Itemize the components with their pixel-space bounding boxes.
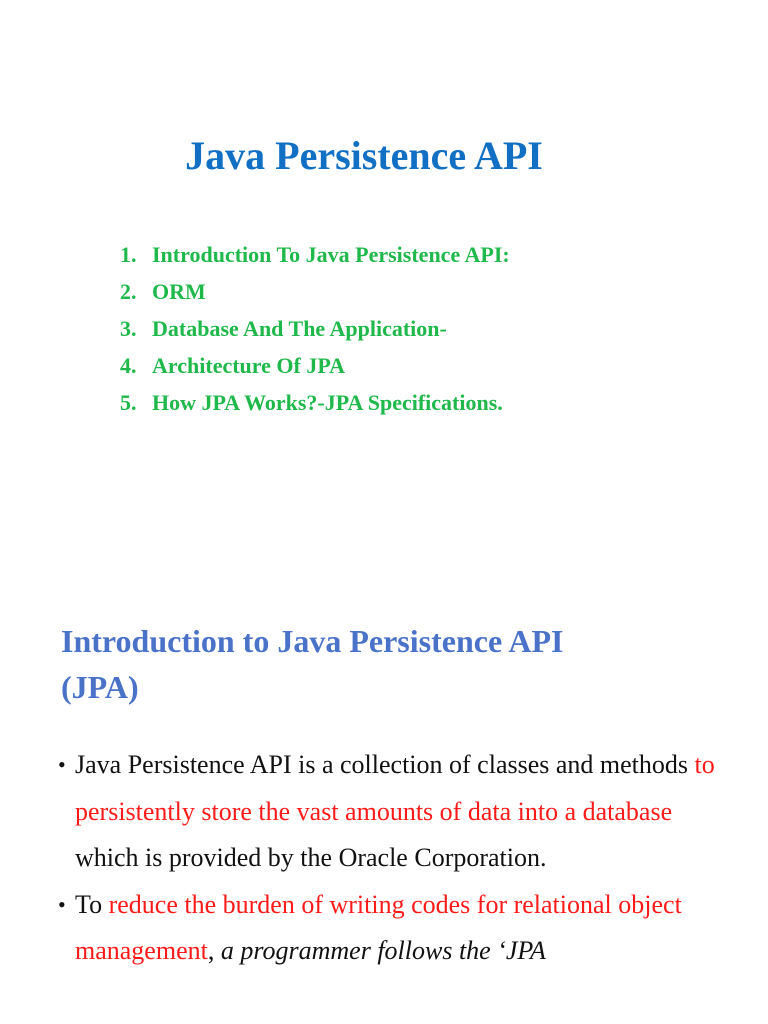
section-heading-line: Introduction to Java Persistence API: [61, 623, 564, 659]
bullet-text-italic: a programmer follows the ‘JPA: [220, 936, 546, 965]
toc-item-number: 3.: [120, 316, 137, 341]
section-heading: [61, 618, 741, 710]
section-heading-line: (JPA): [61, 669, 139, 705]
bullet-item: [58, 882, 718, 975]
toc-item: [120, 347, 510, 384]
table-of-contents: [120, 236, 510, 421]
toc-item-number: 1.: [120, 242, 137, 267]
bullet-text-segment: Java Persistence API is a collection of classes and methods: [75, 750, 695, 779]
toc-item: [120, 273, 510, 310]
toc-item-label: Database And The Application-: [152, 316, 447, 341]
bullet-item: [58, 742, 718, 882]
toc-item-number: 4.: [120, 353, 137, 378]
toc-item-number: 2.: [120, 279, 137, 304]
bullet-list: [58, 742, 718, 975]
slide-title: Java Persistence API: [185, 133, 543, 178]
toc-item-label: Architecture Of JPA: [152, 353, 346, 378]
toc-item: [120, 310, 510, 347]
bullet-text-highlight: to persistently store the vast amounts of data into a database: [75, 750, 715, 826]
toc-item-number: 5.: [120, 390, 137, 415]
bullet-text-highlight: reduce the burden of writing codes for relational object management: [75, 889, 682, 965]
toc-item-label: Introduction To Java Persistence API:: [152, 242, 510, 267]
toc-item: [120, 236, 510, 273]
bullet-text-segment: ,: [207, 936, 221, 965]
bullet-text-segment: To: [75, 889, 109, 919]
bullet-icon: •: [58, 752, 66, 777]
bullet-text-segment: which is provided by the Oracle Corporation.: [75, 843, 547, 872]
toc-item-label: ORM: [152, 279, 206, 304]
toc-item-label: How JPA Works?-JPA Specifications.: [152, 390, 503, 415]
toc-item: [120, 384, 510, 421]
bullet-icon: •: [58, 891, 66, 917]
